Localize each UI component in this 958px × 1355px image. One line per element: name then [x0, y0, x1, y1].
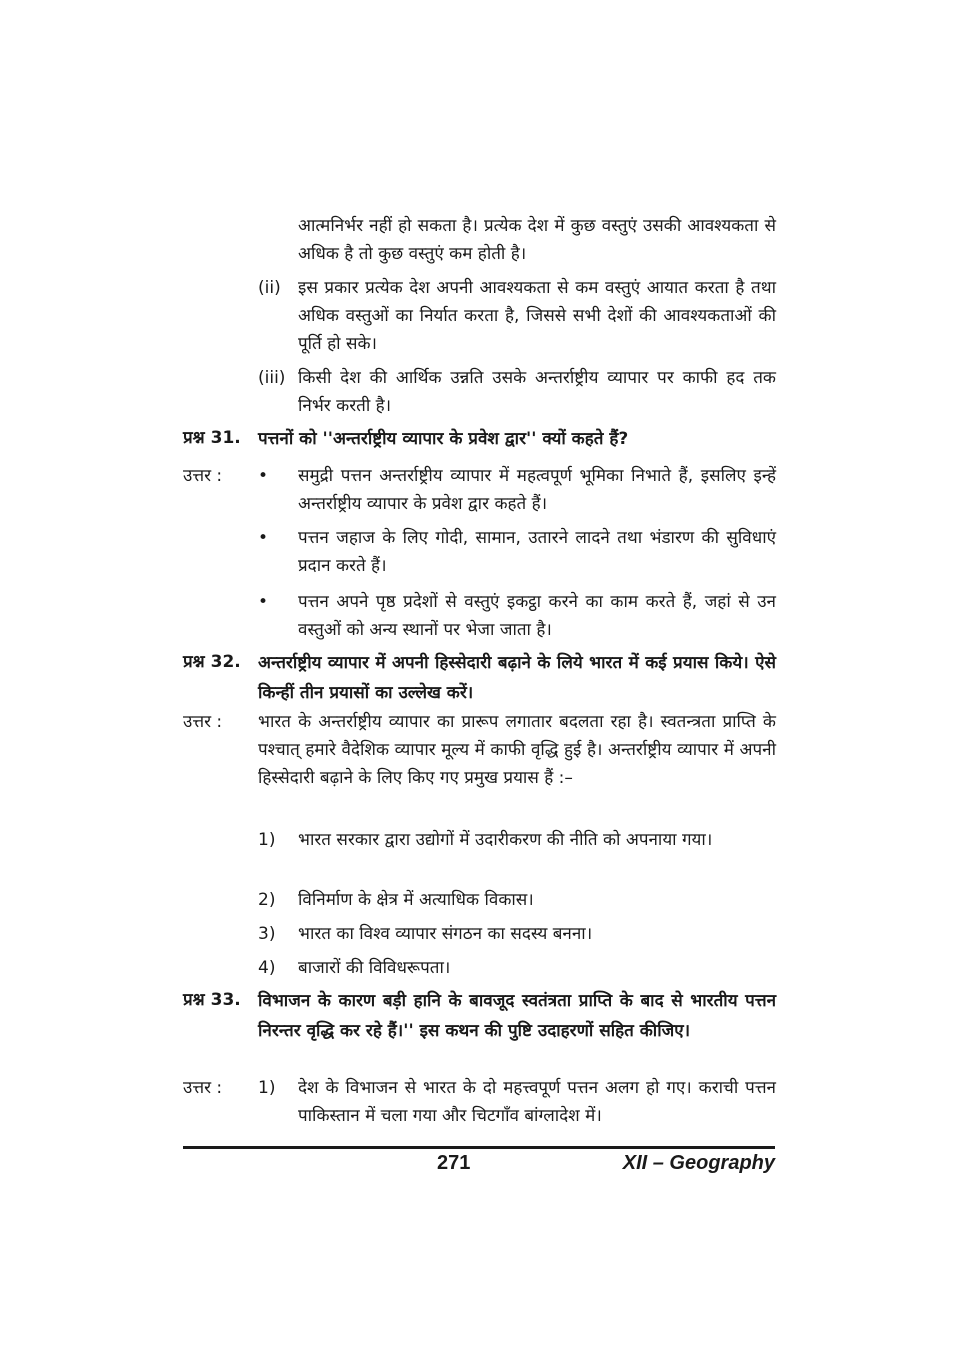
point-number: 4) — [258, 958, 276, 978]
book-title: XII – Geography — [622, 1152, 775, 1174]
point-text: भारत सरकार द्वारा उद्योगों में उदारीकरण की नीति को अपनाया गया। — [298, 830, 713, 850]
point-number: 1) — [258, 1078, 276, 1098]
question-label: प्रश्न 32. — [183, 652, 241, 672]
point-text: किसी देश की आर्थिक उन्नति उसके अन्तर्राष्ट्रीय व्यापार पर काफी हद तक निर्भर करती है। — [298, 368, 776, 416]
point-label: (ii) — [258, 278, 281, 298]
point-number: 3) — [258, 924, 276, 944]
answer-label: उत्तर : — [183, 1078, 223, 1098]
bullet-icon: • — [258, 466, 269, 486]
question-label: प्रश्न 33. — [183, 990, 241, 1010]
point-text: भारत का विश्व व्यापार संगठन का सदस्य बनना। — [298, 924, 593, 944]
point-number: 2) — [258, 890, 276, 910]
page-number: 271 — [437, 1152, 471, 1174]
point-label: (iii) — [258, 368, 286, 388]
point-text: विनिर्माण के क्षेत्र में अत्याधिक विकास। — [298, 890, 534, 910]
point-text: बाजारों की विविधरूपता। — [298, 958, 451, 978]
answer-intro: भारत के अन्तर्राष्ट्रीय व्यापार का प्रारूप लगातार बदलता रहा है। स्वतन्त्रता प्राप्ति के पश्चात् हमारे वैदेशिक व्यापार मूल्य में काफी वृद्धि हुई है। अन्तर्राष्ट्रीय व्यापार में अपनी हिस्सेदारी बढ़ाने के लिए किए गए प्रमुख प्रयास हैं :– — [258, 712, 776, 788]
answer-point: पत्तन जहाज के लिए गोदी, सामान, उतारने लादने तथा भंडारण की सुविधाएं प्रदान करते हैं। — [298, 528, 776, 576]
question-text: अन्तर्राष्ट्रीय व्यापार में अपनी हिस्सेदारी बढ़ाने के लिये भारत में कई प्रयास किये। ऐसे किन्हीं तीन प्रयासों का उल्लेख करें। — [258, 653, 776, 703]
answer-label: उत्तर : — [183, 712, 223, 732]
point-text: देश के विभाजन से भारत के दो महत्त्वपूर्ण पत्तन अलग हो गए। कराची पत्तन पाकिस्तान में चला गया और चिटगाँव बांग्लादेश में। — [298, 1078, 776, 1126]
answer-point: समुद्री पत्तन अन्तर्राष्ट्रीय व्यापार में महत्वपूर्ण भूमिका निभाते हैं, इसलिए इन्हें अन्तर्राष्ट्रीय व्यापार के प्रवेश द्वार कहते हैं। — [298, 466, 776, 514]
point-number: 1) — [258, 830, 276, 850]
footer-divider — [183, 1146, 775, 1149]
bullet-icon: • — [258, 528, 269, 548]
answer-label: उत्तर : — [183, 466, 223, 486]
point-text: इस प्रकार प्रत्येक देश अपनी आवश्यकता से कम वस्तुएं आयात करता है तथा अधिक वस्तुओं का निर्यात करता है, जिससे सभी देशों की आवश्यकताओं की पूर्ति हो सके। — [298, 278, 776, 354]
answer-point: पत्तन अपने पृष्ठ प्रदेशों से वस्तुएं इकट्ठा करने का काम करते हैं, जहां से उन वस्तुओं को अन्य स्थानों पर भेजा जाता है। — [298, 592, 776, 640]
question-label: प्रश्न 31. — [183, 428, 241, 448]
intro-paragraph: आत्मनिर्भर नहीं हो सकता है। प्रत्येक देश में कुछ वस्तुएं उसकी आवश्यकता से अधिक है तो कुछ वस्तुएं कम होती है। — [298, 216, 776, 264]
question-text: विभाजन के कारण बड़ी हानि के बावजूद स्वतंत्रता प्राप्ति के बाद से भारतीय पत्तन निरन्तर वृद्धि कर रहे हैं।'' इस कथन की पुष्टि उदाहरणों सहित कीजिए। — [258, 991, 776, 1041]
question-text: पत्तनों को ''अन्तर्राष्ट्रीय व्यापार के प्रवेश द्वार'' क्यों कहते हैं? — [258, 429, 629, 449]
bullet-icon: • — [258, 592, 269, 612]
